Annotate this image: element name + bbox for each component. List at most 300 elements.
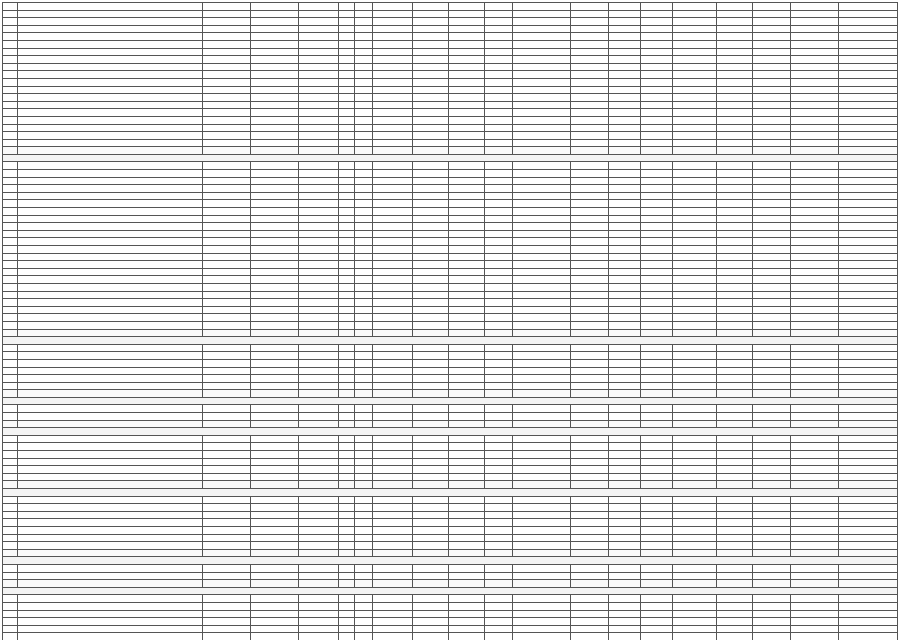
table-row xyxy=(3,352,898,360)
table-cell xyxy=(203,101,251,109)
table-cell xyxy=(203,246,251,254)
table-cell xyxy=(673,443,717,451)
table-cell xyxy=(339,435,355,443)
table-cell xyxy=(485,162,513,170)
table-cell xyxy=(18,71,203,79)
table-cell xyxy=(485,352,513,360)
table-cell xyxy=(3,162,18,170)
table-cell xyxy=(717,291,753,299)
table-cell xyxy=(791,268,839,276)
table-cell xyxy=(513,185,571,193)
table-cell xyxy=(753,132,791,140)
table-cell xyxy=(513,48,571,56)
table-cell xyxy=(373,314,413,322)
table-cell xyxy=(485,572,513,580)
table-cell xyxy=(571,466,609,474)
table-cell xyxy=(339,451,355,459)
table-cell xyxy=(339,496,355,504)
table-cell xyxy=(413,610,449,618)
table-cell xyxy=(753,359,791,367)
table-cell xyxy=(3,291,18,299)
table-row xyxy=(3,413,898,421)
table-cell xyxy=(251,375,299,383)
table-cell xyxy=(673,420,717,428)
table-cell xyxy=(449,519,485,527)
table-cell xyxy=(203,542,251,550)
table-cell xyxy=(373,185,413,193)
table-cell xyxy=(717,56,753,64)
table-cell xyxy=(609,33,641,41)
table-cell xyxy=(717,25,753,33)
table-cell xyxy=(485,299,513,307)
table-cell xyxy=(839,132,898,140)
table-cell xyxy=(355,602,373,610)
table-cell xyxy=(717,473,753,481)
table-cell xyxy=(641,94,673,102)
table-cell xyxy=(203,595,251,603)
table-row xyxy=(3,291,898,299)
table-cell xyxy=(449,321,485,329)
table-cell xyxy=(717,314,753,322)
table-cell xyxy=(373,299,413,307)
table-cell xyxy=(3,170,18,178)
table-cell xyxy=(791,192,839,200)
table-cell xyxy=(673,534,717,542)
table-cell xyxy=(3,595,18,603)
table-cell xyxy=(513,116,571,124)
table-cell xyxy=(299,473,339,481)
table-cell xyxy=(373,238,413,246)
table-cell xyxy=(717,139,753,147)
table-cell xyxy=(791,18,839,26)
table-cell xyxy=(203,633,251,640)
table-cell xyxy=(513,3,571,11)
table-cell xyxy=(339,253,355,261)
table-cell xyxy=(3,268,18,276)
table-cell xyxy=(641,230,673,238)
table-cell xyxy=(373,382,413,390)
table-cell xyxy=(717,132,753,140)
table-cell xyxy=(299,116,339,124)
table-cell xyxy=(203,63,251,71)
table-cell xyxy=(571,344,609,352)
subtotal-row xyxy=(3,390,898,398)
table-cell xyxy=(641,116,673,124)
table-cell xyxy=(355,276,373,284)
table-cell xyxy=(339,25,355,33)
table-cell xyxy=(299,367,339,375)
table-cell xyxy=(485,276,513,284)
table-cell xyxy=(355,610,373,618)
table-cell xyxy=(251,253,299,261)
table-cell xyxy=(791,534,839,542)
table-cell xyxy=(339,633,355,640)
table-cell xyxy=(18,352,203,360)
table-cell xyxy=(791,618,839,626)
table-cell xyxy=(299,534,339,542)
table-cell xyxy=(203,185,251,193)
table-cell xyxy=(3,564,18,572)
table-cell xyxy=(413,306,449,314)
table-cell xyxy=(839,147,898,155)
table-cell xyxy=(3,283,18,291)
table-cell xyxy=(449,78,485,86)
table-cell xyxy=(18,473,203,481)
table-cell xyxy=(251,413,299,421)
table-cell xyxy=(299,314,339,322)
table-cell xyxy=(339,132,355,140)
table-cell xyxy=(339,375,355,383)
table-cell xyxy=(753,177,791,185)
table-cell xyxy=(299,56,339,64)
table-cell xyxy=(753,451,791,459)
table-cell xyxy=(339,185,355,193)
table-cell xyxy=(413,124,449,132)
table-cell xyxy=(609,610,641,618)
table-cell xyxy=(571,610,609,618)
table-cell xyxy=(641,147,673,155)
table-cell xyxy=(791,63,839,71)
table-cell xyxy=(3,208,18,216)
table-cell xyxy=(485,253,513,261)
table-cell xyxy=(513,466,571,474)
table-cell xyxy=(251,185,299,193)
table-cell xyxy=(513,413,571,421)
table-cell xyxy=(449,18,485,26)
table-cell xyxy=(673,261,717,269)
table-cell xyxy=(791,329,839,337)
table-cell xyxy=(673,618,717,626)
table-cell xyxy=(571,451,609,459)
table-cell xyxy=(609,458,641,466)
table-cell xyxy=(373,572,413,580)
table-row xyxy=(3,177,898,185)
table-cell xyxy=(839,185,898,193)
table-cell xyxy=(641,10,673,18)
table-cell xyxy=(449,359,485,367)
table-cell xyxy=(717,519,753,527)
table-cell xyxy=(18,534,203,542)
table-cell xyxy=(299,78,339,86)
table-cell xyxy=(3,238,18,246)
table-cell xyxy=(753,283,791,291)
table-cell xyxy=(373,344,413,352)
table-cell xyxy=(513,291,571,299)
table-cell xyxy=(485,435,513,443)
table-cell xyxy=(717,124,753,132)
table-cell xyxy=(3,633,18,640)
table-cell xyxy=(717,466,753,474)
table-row xyxy=(3,633,898,640)
table-cell xyxy=(299,86,339,94)
table-cell xyxy=(203,170,251,178)
table-cell xyxy=(753,329,791,337)
table-cell xyxy=(609,177,641,185)
table-cell xyxy=(485,185,513,193)
table-cell xyxy=(339,33,355,41)
table-cell xyxy=(717,344,753,352)
table-cell xyxy=(571,48,609,56)
table-cell xyxy=(485,564,513,572)
table-cell xyxy=(673,94,717,102)
table-cell xyxy=(673,170,717,178)
table-cell xyxy=(571,473,609,481)
table-cell xyxy=(449,564,485,572)
table-cell xyxy=(753,625,791,633)
table-cell xyxy=(839,33,898,41)
table-cell xyxy=(485,94,513,102)
table-cell xyxy=(753,481,791,489)
table-cell xyxy=(449,625,485,633)
table-row xyxy=(3,314,898,322)
table-cell xyxy=(641,101,673,109)
table-cell xyxy=(571,124,609,132)
table-cell xyxy=(449,238,485,246)
table-cell xyxy=(18,542,203,550)
table-cell xyxy=(449,177,485,185)
table-cell xyxy=(791,276,839,284)
table-cell xyxy=(299,443,339,451)
register-rows xyxy=(3,3,898,640)
table-cell xyxy=(485,139,513,147)
table-cell xyxy=(571,511,609,519)
table-cell xyxy=(251,40,299,48)
table-cell xyxy=(339,481,355,489)
table-cell xyxy=(609,382,641,390)
table-cell xyxy=(571,519,609,527)
table-cell xyxy=(571,542,609,550)
table-cell xyxy=(791,40,839,48)
table-cell xyxy=(3,580,18,588)
table-cell xyxy=(513,18,571,26)
table-cell xyxy=(791,291,839,299)
table-cell xyxy=(609,390,641,398)
table-cell xyxy=(571,71,609,79)
table-cell xyxy=(641,549,673,557)
table-cell xyxy=(571,359,609,367)
table-cell xyxy=(791,352,839,360)
table-cell xyxy=(449,170,485,178)
table-cell xyxy=(355,48,373,56)
table-cell xyxy=(251,48,299,56)
table-cell xyxy=(609,230,641,238)
table-cell xyxy=(251,200,299,208)
table-cell xyxy=(299,382,339,390)
table-cell xyxy=(18,238,203,246)
table-cell xyxy=(413,625,449,633)
table-cell xyxy=(485,132,513,140)
table-cell xyxy=(251,633,299,640)
table-cell xyxy=(571,208,609,216)
table-cell xyxy=(609,71,641,79)
table-cell xyxy=(717,208,753,216)
table-cell xyxy=(753,192,791,200)
table-cell xyxy=(609,321,641,329)
table-cell xyxy=(449,25,485,33)
table-cell xyxy=(513,526,571,534)
table-cell xyxy=(299,496,339,504)
table-cell xyxy=(299,268,339,276)
table-cell xyxy=(673,63,717,71)
table-cell xyxy=(609,185,641,193)
table-cell xyxy=(373,147,413,155)
table-cell xyxy=(485,481,513,489)
table-cell xyxy=(717,458,753,466)
table-cell xyxy=(753,124,791,132)
table-cell xyxy=(839,321,898,329)
table-cell xyxy=(355,633,373,640)
table-cell xyxy=(3,185,18,193)
table-cell xyxy=(373,25,413,33)
table-cell xyxy=(449,208,485,216)
table-cell xyxy=(299,139,339,147)
table-cell xyxy=(299,390,339,398)
table-cell xyxy=(299,63,339,71)
table-cell xyxy=(753,33,791,41)
table-cell xyxy=(485,413,513,421)
table-cell xyxy=(299,170,339,178)
table-cell xyxy=(18,314,203,322)
table-cell xyxy=(753,344,791,352)
table-cell xyxy=(339,413,355,421)
table-cell xyxy=(355,238,373,246)
table-cell xyxy=(717,375,753,383)
table-cell xyxy=(203,572,251,580)
table-cell xyxy=(355,18,373,26)
table-cell xyxy=(299,94,339,102)
table-cell xyxy=(571,291,609,299)
table-cell xyxy=(513,132,571,140)
table-cell xyxy=(609,48,641,56)
table-cell xyxy=(791,25,839,33)
table-cell xyxy=(355,504,373,512)
table-cell xyxy=(355,580,373,588)
table-cell xyxy=(355,63,373,71)
table-cell xyxy=(251,451,299,459)
table-cell xyxy=(339,526,355,534)
table-cell xyxy=(251,78,299,86)
table-cell xyxy=(609,314,641,322)
table-cell xyxy=(753,458,791,466)
table-cell xyxy=(339,595,355,603)
table-cell xyxy=(203,519,251,527)
table-cell xyxy=(3,344,18,352)
table-cell xyxy=(717,299,753,307)
table-cell xyxy=(513,580,571,588)
table-cell xyxy=(513,443,571,451)
table-cell xyxy=(339,200,355,208)
table-cell xyxy=(413,109,449,117)
table-cell xyxy=(3,390,18,398)
section-header-cell xyxy=(3,489,898,497)
table-cell xyxy=(571,435,609,443)
table-cell xyxy=(673,147,717,155)
table-cell xyxy=(3,375,18,383)
table-cell xyxy=(299,48,339,56)
table-cell xyxy=(449,139,485,147)
table-cell xyxy=(641,496,673,504)
table-cell xyxy=(203,580,251,588)
table-cell xyxy=(449,390,485,398)
table-cell xyxy=(571,10,609,18)
table-cell xyxy=(3,625,18,633)
table-cell xyxy=(299,481,339,489)
table-cell xyxy=(641,519,673,527)
table-cell xyxy=(18,405,203,413)
table-cell xyxy=(355,306,373,314)
table-cell xyxy=(513,367,571,375)
table-cell xyxy=(449,230,485,238)
table-cell xyxy=(203,299,251,307)
table-cell xyxy=(791,344,839,352)
table-cell xyxy=(449,329,485,337)
table-cell xyxy=(717,443,753,451)
table-cell xyxy=(673,511,717,519)
table-cell xyxy=(339,443,355,451)
table-cell xyxy=(373,291,413,299)
table-cell xyxy=(449,572,485,580)
table-cell xyxy=(513,504,571,512)
table-cell xyxy=(571,215,609,223)
table-cell xyxy=(203,132,251,140)
table-cell xyxy=(485,208,513,216)
table-cell xyxy=(18,268,203,276)
table-cell xyxy=(839,382,898,390)
table-cell xyxy=(485,610,513,618)
table-cell xyxy=(753,504,791,512)
table-cell xyxy=(339,147,355,155)
table-cell xyxy=(251,443,299,451)
table-cell xyxy=(609,162,641,170)
table-cell xyxy=(485,580,513,588)
table-cell xyxy=(339,511,355,519)
table-cell xyxy=(3,56,18,64)
table-cell xyxy=(3,63,18,71)
table-cell xyxy=(673,246,717,254)
table-cell xyxy=(413,382,449,390)
table-cell xyxy=(299,230,339,238)
table-cell xyxy=(571,268,609,276)
table-cell xyxy=(839,276,898,284)
table-cell xyxy=(513,352,571,360)
table-cell xyxy=(839,481,898,489)
table-cell xyxy=(485,71,513,79)
table-cell xyxy=(373,473,413,481)
table-cell xyxy=(251,147,299,155)
table-cell xyxy=(513,268,571,276)
table-cell xyxy=(609,94,641,102)
table-cell xyxy=(373,3,413,11)
table-cell xyxy=(513,602,571,610)
table-cell xyxy=(251,3,299,11)
table-cell xyxy=(513,610,571,618)
table-cell xyxy=(339,572,355,580)
table-cell xyxy=(3,542,18,550)
table-cell xyxy=(3,253,18,261)
table-cell xyxy=(513,63,571,71)
table-cell xyxy=(203,18,251,26)
table-cell xyxy=(839,458,898,466)
table-cell xyxy=(299,580,339,588)
table-cell xyxy=(571,192,609,200)
table-cell xyxy=(641,276,673,284)
table-cell xyxy=(513,451,571,459)
table-cell xyxy=(673,139,717,147)
table-cell xyxy=(449,473,485,481)
table-cell xyxy=(839,549,898,557)
table-cell xyxy=(641,633,673,640)
table-cell xyxy=(299,595,339,603)
